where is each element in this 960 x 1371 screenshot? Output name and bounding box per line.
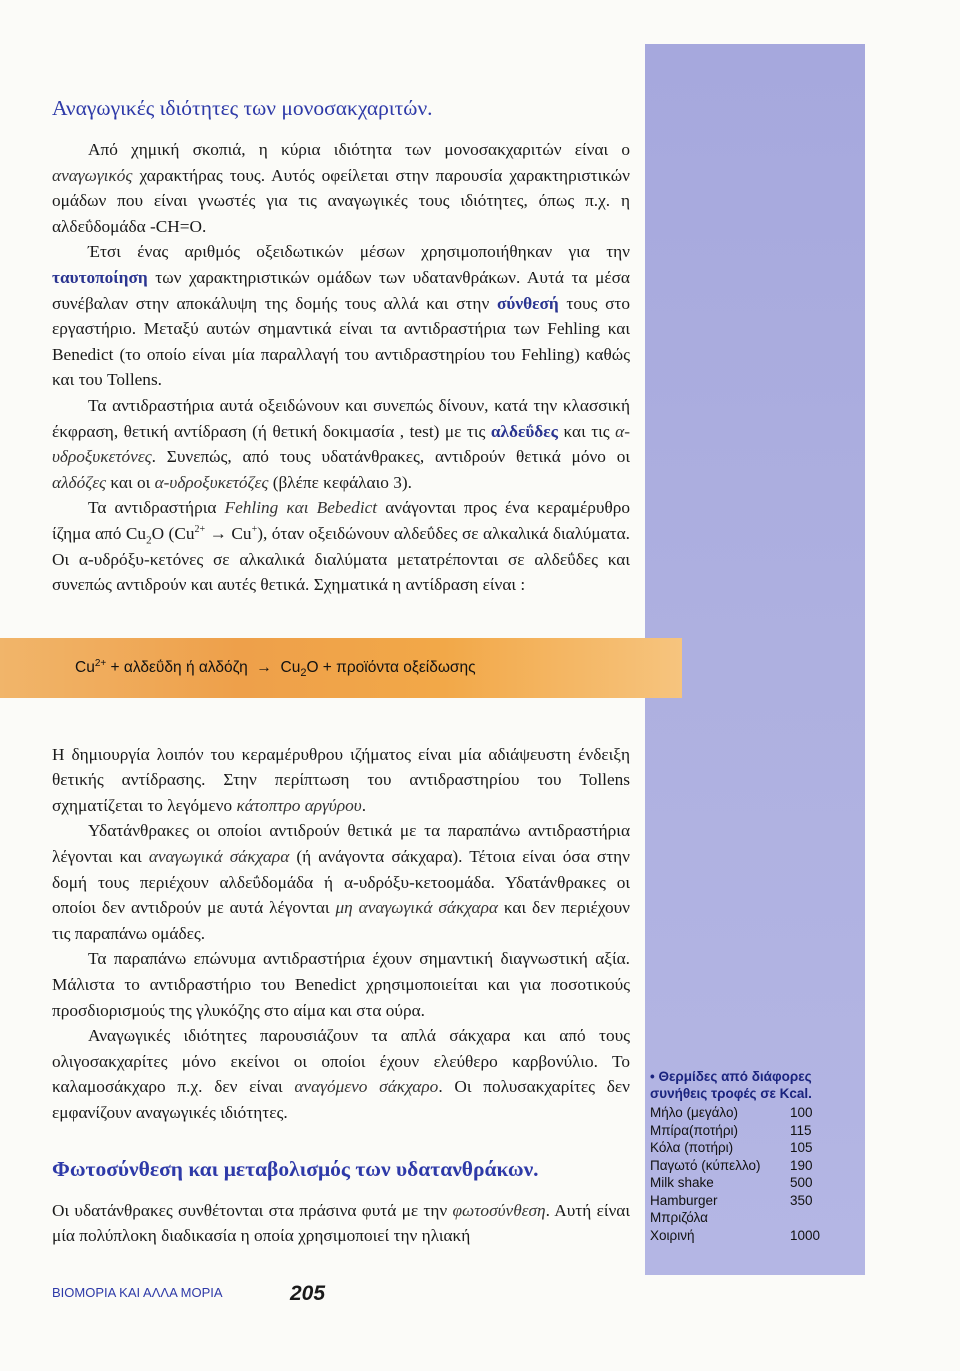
superscript: 2+ xyxy=(194,524,206,536)
emphasis: αναγωγικά σάκχαρα xyxy=(148,847,290,867)
food-name: Μπριζόλα xyxy=(650,1210,708,1225)
text: και τις xyxy=(557,421,616,441)
text: + αλδεΰδη ή αλδόζη → Cu xyxy=(106,658,301,676)
food-name: Hamburger xyxy=(650,1192,718,1208)
text: χαρακτήρας τους. Αυτός οφείλεται στην παρουσία χαρακτηριστικών ομάδων που είναι γνωστές για τις αναγωγικές τους ιδιότητες, όπως π.χ. η αλδεΰδομάδα -CH=O. xyxy=(52,165,630,236)
table-row xyxy=(650,1139,850,1157)
paragraph-7: Τα παραπάνω επώνυμα αντιδραστήρια έχουν σημαντική διαγνωστική αξία. Μάλιστα το αντιδραστήριο του Benedict χρησιμοποιείται και για ποσοτικούς προσδιορισμούς της γλυκόζης στο αίμα και στα ούρα. xyxy=(52,949,630,1020)
paragraph-8 xyxy=(52,1023,630,1125)
table-row xyxy=(650,1104,850,1122)
text: Η δημιουργία λοιπόν του κεραμέρυθρου ιζήματος είναι μία αδιάψευστη ένδειξη θετικής αντίδρασης. Στην περίπτωση του αντιδραστηρίου του Tollens σχηματίζεται το λεγόμενο xyxy=(52,744,630,815)
emphasis: αναγωγικός xyxy=(52,165,133,185)
kcal-value: 350 xyxy=(790,1192,813,1208)
section-heading-reducing-properties: Αναγωγικές ιδιότητες των μονοσακχαριτών. xyxy=(52,96,433,120)
emphasis: μη αναγωγικά σάκχαρα xyxy=(335,898,498,918)
table-row xyxy=(650,1192,850,1210)
table-row xyxy=(650,1157,850,1175)
main-text xyxy=(52,95,630,1249)
kcal-value: 100 xyxy=(790,1105,813,1120)
emphasis: αναγόμενο σάκχαρο xyxy=(294,1077,439,1097)
food-name: Παγωτό (κύπελλο) xyxy=(650,1157,761,1173)
paragraph-1 xyxy=(52,137,630,239)
food-name: Μπίρα(ποτήρι) xyxy=(650,1122,738,1138)
emphasis: φωτοσύνθεση xyxy=(452,1200,546,1220)
kcal-value: 1000 xyxy=(790,1227,821,1243)
text: → Cu xyxy=(205,523,252,543)
text: O + προϊόντα οξείδωσης xyxy=(306,658,476,676)
emphasis: α-υδροξυκετόζες xyxy=(154,472,269,492)
bold-term: ταυτοποίηση xyxy=(52,267,148,287)
subscript: 2 xyxy=(300,666,307,679)
calorie-table xyxy=(650,1068,850,1244)
emphasis: αλδόζες xyxy=(52,472,107,492)
reaction-equation xyxy=(75,655,476,681)
emphasis: Fehling και Bebedict xyxy=(224,498,378,518)
text: Έτσι ένας αριθμός οξειδωτικών μέσων χρησιμοποιήθηκαν για την xyxy=(88,242,630,262)
text: Cu xyxy=(75,658,95,676)
text: και δεν περιέχουν τις παραπάνω ομάδες. xyxy=(52,898,630,943)
text: Αναγωγικές ιδιότητες παρουσιάζουν τα απλά σάκχαρα και από τους ολιγοσακχαρίτες μόνο εκείνοι οι οποίοι έχουν ελεύθερο καρβονύλιο. Το καλαμοσάκχαρο π.χ. δεν είναι xyxy=(52,1026,630,1097)
text: . xyxy=(361,795,367,815)
text: Υδατάνθρακες οι οποίοι αντιδρούν θετικά με τα παραπάνω αντιδραστήρια λέγονται και xyxy=(52,821,630,867)
food-name: Μήλο (μεγάλο) xyxy=(650,1105,738,1120)
food-name: Milk shake xyxy=(650,1175,714,1190)
paragraph-9 xyxy=(52,1198,630,1249)
calorie-table-title: • Θερμίδες από διάφορες συνήθεις τροφές σε Kcal. xyxy=(650,1069,812,1101)
bold-term: σύνθεσή xyxy=(496,293,559,313)
text: Από χημική σκοπιά, η κύρια ιδιότητα των μονοσακχαριτών είναι ο xyxy=(88,140,630,159)
paragraph-3 xyxy=(52,393,630,495)
text: Τα αντιδραστήρια xyxy=(88,498,225,518)
table-row xyxy=(650,1174,850,1192)
paragraph-4 xyxy=(52,495,630,597)
text: (ή ανάγοντα σάκχαρα). Τέτοια είναι όσα στην δομή τους περιέχουν αλδεΰδομάδα ή α-υδρόξυ-κετοομάδα. Υδατάνθρακες οι οποίοι δεν αντιδρούν με αυτά λέγονται xyxy=(52,847,630,918)
text: Τα αντιδραστήρια αυτά οξειδώνουν και συνεπώς δίνουν, κατά την κλασσική έκφραση, θετική αντίδραση (ή θετική δοκιμασία , test) με τις xyxy=(52,395,630,441)
table-row xyxy=(650,1227,850,1245)
text: και οι xyxy=(106,472,155,492)
text: τους στο εργαστήριο. Μεταξύ αυτών σημαντικά είναι τα αντιδραστήρια των Fehling και Benedict (το οποίο είναι μία παραλλαγή του αντιδραστηρίου του Fehling) καθώς και του Tollens. xyxy=(52,293,630,390)
text: . Οι πολυσακχαρίτες δεν εμφανίζουν αναγωγικές ιδιότητες. xyxy=(52,1077,630,1122)
subscript: 2 xyxy=(146,534,152,547)
kcal-value: 500 xyxy=(790,1175,813,1190)
kcal-value: 105 xyxy=(790,1140,813,1155)
food-name: Κόλα (ποτήρι) xyxy=(650,1140,734,1155)
section-heading-photosynthesis: Φωτοσύνθεση και μεταβολισμός των υδατανθράκων. xyxy=(52,1156,539,1181)
emphasis: κάτοπτρο αργύρου xyxy=(236,795,362,815)
emphasis: α-υδροξυκετόνες xyxy=(52,421,630,467)
text: ανάγονται προς ένα κεραμέρυθρο ίζημα από Cu xyxy=(52,498,631,543)
table-row xyxy=(650,1209,850,1227)
text: των χαρακτηριστικών ομάδων των υδατανθράκων. Αυτά τα μέσα συνέβαλαν στην αποκάλυψη της δομής τους αλλά και στην xyxy=(52,267,630,313)
table-row xyxy=(650,1122,850,1140)
text: . Συνεπώς, από τους υδατάνθρακες, αντιδρούν θετικά μόνο οι xyxy=(151,447,630,467)
food-name: Χοιρινή xyxy=(650,1227,695,1243)
paragraph-2 xyxy=(52,239,630,393)
kcal-value: 190 xyxy=(790,1157,813,1173)
paragraph-5 xyxy=(52,742,630,819)
text: O (Cu xyxy=(151,523,195,543)
kcal-value xyxy=(790,1209,840,1227)
reaction-equation-band xyxy=(0,638,682,698)
footer-book-title: ΒΙΟΜΟΡΙΑ ΚΑΙ ΑΛΛΑ ΜΟΡΙΑ xyxy=(52,1285,223,1300)
page-number: 205 xyxy=(290,1282,326,1305)
paragraph-6 xyxy=(52,818,630,946)
superscript: + xyxy=(251,524,258,536)
text: ), όταν οξειδώνουν αλδεΰδες σε αλκαλικά διαλύματα. Οι α-υδρόξυ-κετόνες σε αλκαλικά διαλύματα μετατρέπονται σε αλδεΰδες και συνεπώς αντιδρούν και αυτές θετικά. Σχηματικά η αντίδραση είναι : xyxy=(52,523,630,595)
text: (βλέπε κεφάλαιο 3). xyxy=(268,472,412,492)
superscript: 2+ xyxy=(94,657,107,669)
bold-term: αλδεΰδες xyxy=(490,421,558,441)
kcal-value: 115 xyxy=(790,1122,812,1138)
text: Οι υδατάνθρακες συνθέτονται στα πράσινα φυτά με την xyxy=(52,1200,453,1220)
text: . Αυτή είναι μία πολύπλοκη διαδικασία η οποία χρησιμοποιεί την ηλιακή xyxy=(52,1200,630,1246)
